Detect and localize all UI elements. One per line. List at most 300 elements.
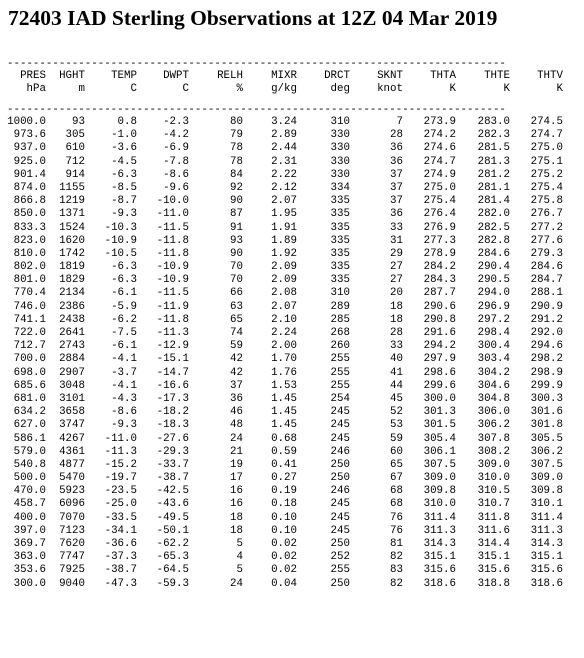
- hght-cell: 5923: [59, 485, 85, 498]
- temp-cell: -38.7: [104, 564, 137, 577]
- dwpt-cell: -2.3: [163, 116, 189, 128]
- thtv-cell: 279.3: [530, 247, 563, 260]
- pres-cell: 925.0: [13, 155, 46, 168]
- column-name: THTV: [537, 70, 563, 82]
- dwpt-cell: -7.8: [163, 155, 189, 168]
- relh-cell: 80: [230, 116, 243, 128]
- drct-cell: 330: [330, 129, 350, 142]
- drct-cell: 330: [330, 168, 350, 181]
- mixr-cell: 2.24: [271, 327, 297, 339]
- pres-cell: 700.0: [13, 353, 46, 366]
- table-row: [7, 327, 563, 340]
- relh-cell: 18: [230, 511, 243, 524]
- drct-cell: 310: [330, 287, 350, 300]
- dwpt-cell: -11.8: [156, 247, 189, 260]
- hght-cell: 712: [65, 155, 85, 168]
- pres-cell: 586.1: [13, 432, 46, 445]
- dwpt-cell: -9.6: [163, 181, 189, 194]
- thtv-cell: 292.0: [530, 327, 563, 339]
- thte-cell: 290.5: [477, 274, 510, 287]
- table-row: [7, 208, 563, 221]
- sknt-cell: 40: [390, 353, 403, 366]
- dwpt-cell: -18.3: [156, 419, 189, 432]
- hght-cell: 5470: [59, 472, 85, 485]
- drct-cell: 285: [330, 313, 350, 326]
- sknt-cell: 36: [390, 155, 403, 168]
- table-row: [7, 446, 563, 459]
- thta-cell: 309.8: [423, 485, 456, 498]
- relh-cell: 18: [230, 524, 243, 537]
- drct-cell: 335: [330, 234, 350, 247]
- pres-cell: 866.8: [13, 195, 46, 208]
- hght-cell: 305: [65, 129, 85, 142]
- thtv-cell: 309.8: [530, 485, 563, 498]
- pres-cell: 500.0: [13, 472, 46, 485]
- table-row: [7, 169, 563, 182]
- sknt-cell: 76: [390, 524, 403, 537]
- hght-cell: 1819: [59, 261, 85, 274]
- mixr-cell: 2.10: [271, 313, 297, 326]
- thtv-cell: 275.1: [530, 155, 563, 168]
- mixr-cell: 0.68: [271, 432, 297, 445]
- pres-cell: 540.8: [13, 458, 46, 471]
- dwpt-cell: -10.9: [156, 274, 189, 287]
- thta-cell: 290.6: [423, 300, 456, 313]
- dwpt-cell: -15.1: [156, 353, 189, 366]
- pres-cell: 937.0: [13, 142, 46, 155]
- pres-cell: 470.0: [13, 485, 46, 498]
- header-bottom-rule: -----------------------------------------------------------------------------: [7, 104, 506, 116]
- sknt-cell: 41: [390, 366, 403, 379]
- thte-cell: 304.6: [477, 379, 510, 392]
- temp-cell: -1.0: [111, 129, 137, 142]
- pres-cell: 770.4: [13, 287, 46, 300]
- drct-cell: 335: [330, 221, 350, 234]
- thte-cell: 284.6: [477, 247, 510, 260]
- hght-cell: 7620: [59, 538, 85, 550]
- column-header-table: [7, 70, 563, 96]
- thtv-cell: 311.4: [530, 511, 563, 524]
- thta-cell: 276.9: [423, 221, 456, 234]
- column-unit: deg: [330, 83, 350, 95]
- table-row: [7, 261, 563, 274]
- column-unit-row: [7, 83, 563, 96]
- thte-cell: 298.4: [477, 327, 510, 339]
- column-name: SKNT: [377, 70, 403, 82]
- thta-cell: 273.9: [423, 116, 456, 128]
- relh-cell: 16: [230, 485, 243, 498]
- thte-cell: 282.0: [477, 208, 510, 221]
- sknt-cell: 68: [390, 498, 403, 511]
- sknt-cell: 27: [390, 261, 403, 274]
- temp-cell: -8.7: [111, 195, 137, 208]
- temp-cell: -6.3: [111, 261, 137, 274]
- temp-cell: -4.1: [111, 379, 137, 392]
- hght-cell: 914: [65, 168, 85, 181]
- dwpt-cell: -64.5: [156, 564, 189, 577]
- thtv-cell: 275.8: [530, 195, 563, 208]
- hght-cell: 7925: [59, 564, 85, 577]
- dwpt-cell: -14.7: [156, 366, 189, 379]
- relh-cell: 21: [230, 445, 243, 458]
- thtv-cell: 301.6: [530, 406, 563, 419]
- sknt-cell: 33: [390, 340, 403, 353]
- sknt-cell: 28: [390, 327, 403, 339]
- mixr-cell: 1.45: [271, 406, 297, 419]
- sknt-cell: 37: [390, 168, 403, 181]
- thtv-cell: 311.3: [530, 524, 563, 537]
- relh-cell: 90: [230, 247, 243, 260]
- thta-cell: 276.4: [423, 208, 456, 221]
- relh-cell: 42: [230, 353, 243, 366]
- column-name: THTE: [484, 70, 510, 82]
- drct-cell: 245: [330, 498, 350, 511]
- dwpt-cell: -59.3: [156, 577, 189, 590]
- sknt-cell: 59: [390, 432, 403, 445]
- column-unit: m: [78, 83, 85, 95]
- pres-cell: 627.0: [13, 419, 46, 432]
- dwpt-cell: -4.2: [163, 129, 189, 142]
- sknt-cell: 31: [390, 234, 403, 247]
- thte-cell: 282.8: [477, 234, 510, 247]
- temp-cell: -6.3: [111, 168, 137, 181]
- column-name: THTA: [430, 70, 456, 82]
- relh-cell: 90: [230, 195, 243, 208]
- table-row: [7, 340, 563, 353]
- thte-cell: 308.2: [477, 445, 510, 458]
- drct-cell: 254: [330, 392, 350, 405]
- table-row: [7, 406, 563, 419]
- column-unit: hPa: [26, 83, 46, 95]
- mixr-cell: 0.27: [271, 472, 297, 485]
- sknt-cell: 33: [390, 221, 403, 234]
- thte-cell: 304.8: [477, 392, 510, 405]
- observations-body: [7, 116, 563, 591]
- thta-cell: 315.1: [423, 551, 456, 564]
- sknt-cell: 68: [390, 485, 403, 498]
- thta-cell: 298.6: [423, 366, 456, 379]
- thte-cell: 310.5: [477, 485, 510, 498]
- relh-cell: 65: [230, 313, 243, 326]
- thte-cell: 304.2: [477, 366, 510, 379]
- table-row: [7, 274, 563, 287]
- drct-cell: 268: [330, 327, 350, 339]
- dwpt-cell: -11.8: [156, 234, 189, 247]
- drct-cell: 335: [330, 274, 350, 287]
- hght-cell: 9040: [59, 577, 85, 590]
- thta-cell: 284.3: [423, 274, 456, 287]
- mixr-cell: 2.12: [271, 181, 297, 194]
- pres-cell: 634.2: [13, 406, 46, 419]
- hght-cell: 93: [72, 116, 85, 128]
- thte-cell: 315.6: [477, 564, 510, 577]
- temp-cell: -7.5: [111, 327, 137, 339]
- sknt-cell: 81: [390, 538, 403, 550]
- column-unit: knot: [377, 83, 403, 95]
- thte-cell: 307.8: [477, 432, 510, 445]
- thtv-cell: 301.8: [530, 419, 563, 432]
- thtv-cell: 298.9: [530, 366, 563, 379]
- temp-cell: -6.2: [111, 313, 137, 326]
- temp-cell: -4.5: [111, 155, 137, 168]
- pres-cell: 400.0: [13, 511, 46, 524]
- thtv-cell: 305.5: [530, 432, 563, 445]
- column-unit: C: [182, 83, 189, 95]
- column-name: DRCT: [324, 70, 350, 82]
- drct-cell: 245: [330, 432, 350, 445]
- relh-cell: 17: [230, 472, 243, 485]
- sknt-cell: 45: [390, 392, 403, 405]
- sknt-cell: 53: [390, 419, 403, 432]
- column-unit: %: [236, 83, 243, 95]
- temp-cell: -10.3: [104, 221, 137, 234]
- thtv-cell: 309.0: [530, 472, 563, 485]
- mixr-cell: 1.45: [271, 392, 297, 405]
- thte-cell: 281.4: [477, 195, 510, 208]
- sknt-cell: 18: [390, 313, 403, 326]
- thtv-cell: 294.6: [530, 340, 563, 353]
- temp-cell: -6.1: [111, 287, 137, 300]
- hght-cell: 7747: [59, 551, 85, 564]
- hght-cell: 3658: [59, 406, 85, 419]
- hght-cell: 7123: [59, 524, 85, 537]
- sknt-cell: 44: [390, 379, 403, 392]
- mixr-cell: 1.91: [271, 221, 297, 234]
- sknt-cell: 82: [390, 551, 403, 564]
- temp-cell: -10.5: [104, 247, 137, 260]
- thta-cell: 275.0: [423, 181, 456, 194]
- sknt-cell: 82: [390, 577, 403, 590]
- thta-cell: 300.0: [423, 392, 456, 405]
- temp-cell: -3.6: [111, 142, 137, 155]
- thta-cell: 274.9: [423, 168, 456, 181]
- sknt-cell: 29: [390, 247, 403, 260]
- mixr-cell: 2.09: [271, 261, 297, 274]
- dwpt-cell: -42.5: [156, 485, 189, 498]
- table-row: [7, 512, 563, 525]
- thte-cell: 318.8: [477, 577, 510, 590]
- drct-cell: 255: [330, 379, 350, 392]
- table-row: [7, 301, 563, 314]
- temp-cell: 0.8: [117, 116, 137, 128]
- column-name-row: [7, 70, 563, 83]
- hght-cell: 3101: [59, 392, 85, 405]
- temp-cell: -23.5: [104, 485, 137, 498]
- thta-cell: 287.7: [423, 287, 456, 300]
- sknt-cell: 52: [390, 406, 403, 419]
- drct-cell: 246: [330, 445, 350, 458]
- mixr-cell: 1.70: [271, 353, 297, 366]
- hght-cell: 3747: [59, 419, 85, 432]
- thte-cell: 282.3: [477, 129, 510, 142]
- thtv-cell: 290.9: [530, 300, 563, 313]
- temp-cell: -47.3: [104, 577, 137, 590]
- dwpt-cell: -50.1: [156, 524, 189, 537]
- thta-cell: 277.3: [423, 234, 456, 247]
- thta-cell: 318.6: [423, 577, 456, 590]
- thta-cell: 297.9: [423, 353, 456, 366]
- sknt-cell: 36: [390, 208, 403, 221]
- dwpt-cell: -33.7: [156, 458, 189, 471]
- temp-cell: -36.6: [104, 538, 137, 550]
- sknt-cell: 37: [390, 181, 403, 194]
- mixr-cell: 0.02: [271, 564, 297, 577]
- column-name: PRES: [20, 70, 46, 82]
- dwpt-cell: -18.2: [156, 406, 189, 419]
- temp-cell: -15.2: [104, 458, 137, 471]
- pres-cell: 397.0: [13, 524, 46, 537]
- temp-cell: -37.3: [104, 551, 137, 564]
- pres-cell: 802.0: [13, 261, 46, 274]
- temp-cell: -5.9: [111, 300, 137, 313]
- page-title: 72403 IAD Sterling Observations at 12Z 04 Mar 2019: [8, 6, 498, 30]
- thte-cell: 303.4: [477, 353, 510, 366]
- drct-cell: 335: [330, 247, 350, 260]
- sknt-cell: 37: [390, 195, 403, 208]
- thta-cell: 307.5: [423, 458, 456, 471]
- mixr-cell: 2.44: [271, 142, 297, 155]
- thte-cell: 300.4: [477, 340, 510, 353]
- relh-cell: 70: [230, 274, 243, 287]
- thtv-cell: 291.2: [530, 313, 563, 326]
- dwpt-cell: -6.9: [163, 142, 189, 155]
- thtv-cell: 307.5: [530, 458, 563, 471]
- mixr-cell: 0.59: [271, 445, 297, 458]
- thtv-cell: 284.7: [530, 274, 563, 287]
- drct-cell: 310: [330, 116, 350, 128]
- sknt-cell: 20: [390, 287, 403, 300]
- pres-cell: 363.0: [13, 551, 46, 564]
- pres-cell: 874.0: [13, 181, 46, 194]
- relh-cell: 46: [230, 406, 243, 419]
- relh-cell: 19: [230, 458, 243, 471]
- hght-cell: 1219: [59, 195, 85, 208]
- mixr-cell: 1.95: [271, 208, 297, 221]
- drct-cell: 246: [330, 485, 350, 498]
- sknt-cell: 60: [390, 445, 403, 458]
- table-row: [7, 116, 563, 129]
- table-row: [7, 182, 563, 195]
- thte-cell: 294.0: [477, 287, 510, 300]
- table-row: [7, 353, 563, 366]
- thta-cell: 301.5: [423, 419, 456, 432]
- dwpt-cell: -10.9: [156, 261, 189, 274]
- dwpt-cell: -11.9: [156, 300, 189, 313]
- dwpt-cell: -16.6: [156, 379, 189, 392]
- temp-cell: -25.0: [104, 498, 137, 511]
- thtv-cell: 315.1: [530, 551, 563, 564]
- hght-cell: 1620: [59, 234, 85, 247]
- thte-cell: 282.5: [477, 221, 510, 234]
- sknt-cell: 7: [396, 116, 403, 128]
- hght-cell: 2743: [59, 340, 85, 353]
- hght-cell: 1524: [59, 221, 85, 234]
- mixr-cell: 2.07: [271, 195, 297, 208]
- drct-cell: 250: [330, 538, 350, 550]
- pres-cell: 746.0: [13, 300, 46, 313]
- pres-cell: 369.7: [13, 538, 46, 550]
- thta-cell: 311.3: [423, 524, 456, 537]
- thtv-cell: 276.7: [530, 208, 563, 221]
- mixr-cell: 0.18: [271, 498, 297, 511]
- table-row: [7, 459, 563, 472]
- table-row: [7, 578, 563, 591]
- pres-cell: 698.0: [13, 366, 46, 379]
- pres-cell: 353.6: [13, 564, 46, 577]
- relh-cell: 59: [230, 340, 243, 353]
- thte-cell: 281.2: [477, 168, 510, 181]
- thte-cell: 314.4: [477, 538, 510, 550]
- sknt-cell: 27: [390, 274, 403, 287]
- relh-cell: 63: [230, 300, 243, 313]
- hght-cell: 2386: [59, 300, 85, 313]
- dwpt-cell: -38.7: [156, 472, 189, 485]
- thtv-cell: 275.0: [530, 142, 563, 155]
- mixr-cell: 2.31: [271, 155, 297, 168]
- relh-cell: 78: [230, 142, 243, 155]
- column-unit: K: [556, 83, 563, 95]
- relh-cell: 48: [230, 419, 243, 432]
- mixr-cell: 1.53: [271, 379, 297, 392]
- sknt-cell: 18: [390, 300, 403, 313]
- hght-cell: 2907: [59, 366, 85, 379]
- thte-cell: 283.0: [477, 116, 510, 128]
- thtv-cell: 299.9: [530, 379, 563, 392]
- thte-cell: 281.3: [477, 155, 510, 168]
- temp-cell: -11.3: [104, 445, 137, 458]
- thte-cell: 281.1: [477, 181, 510, 194]
- mixr-cell: 2.07: [271, 300, 297, 313]
- drct-cell: 255: [330, 564, 350, 577]
- pres-cell: 741.1: [13, 313, 46, 326]
- temp-cell: -9.3: [111, 419, 137, 432]
- mixr-cell: 1.92: [271, 247, 297, 260]
- relh-cell: 36: [230, 392, 243, 405]
- temp-cell: -10.9: [104, 234, 137, 247]
- temp-cell: -4.1: [111, 353, 137, 366]
- thte-cell: 315.1: [477, 551, 510, 564]
- pres-cell: 579.0: [13, 445, 46, 458]
- mixr-cell: 2.00: [271, 340, 297, 353]
- thte-cell: 281.5: [477, 142, 510, 155]
- dwpt-cell: -11.5: [156, 287, 189, 300]
- hght-cell: 2641: [59, 327, 85, 339]
- table-row: [7, 419, 563, 432]
- relh-cell: 4: [236, 551, 243, 564]
- relh-cell: 5: [236, 564, 243, 577]
- mixr-cell: 2.89: [271, 129, 297, 142]
- table-row: [7, 156, 563, 169]
- thta-cell: 275.4: [423, 195, 456, 208]
- hght-cell: 7070: [59, 511, 85, 524]
- relh-cell: 91: [230, 221, 243, 234]
- pres-cell: 801.0: [13, 274, 46, 287]
- relh-cell: 24: [230, 577, 243, 590]
- thta-cell: 291.6: [423, 327, 456, 339]
- thtv-cell: 298.2: [530, 353, 563, 366]
- temp-cell: -33.5: [104, 511, 137, 524]
- thta-cell: 284.2: [423, 261, 456, 274]
- thta-cell: 311.4: [423, 511, 456, 524]
- mixr-cell: 0.10: [271, 511, 297, 524]
- table-row: [7, 287, 563, 300]
- thte-cell: 296.9: [477, 300, 510, 313]
- mixr-cell: 1.76: [271, 366, 297, 379]
- table-row: [7, 314, 563, 327]
- sknt-cell: 65: [390, 458, 403, 471]
- dwpt-cell: -49.5: [156, 511, 189, 524]
- temp-cell: -19.7: [104, 472, 137, 485]
